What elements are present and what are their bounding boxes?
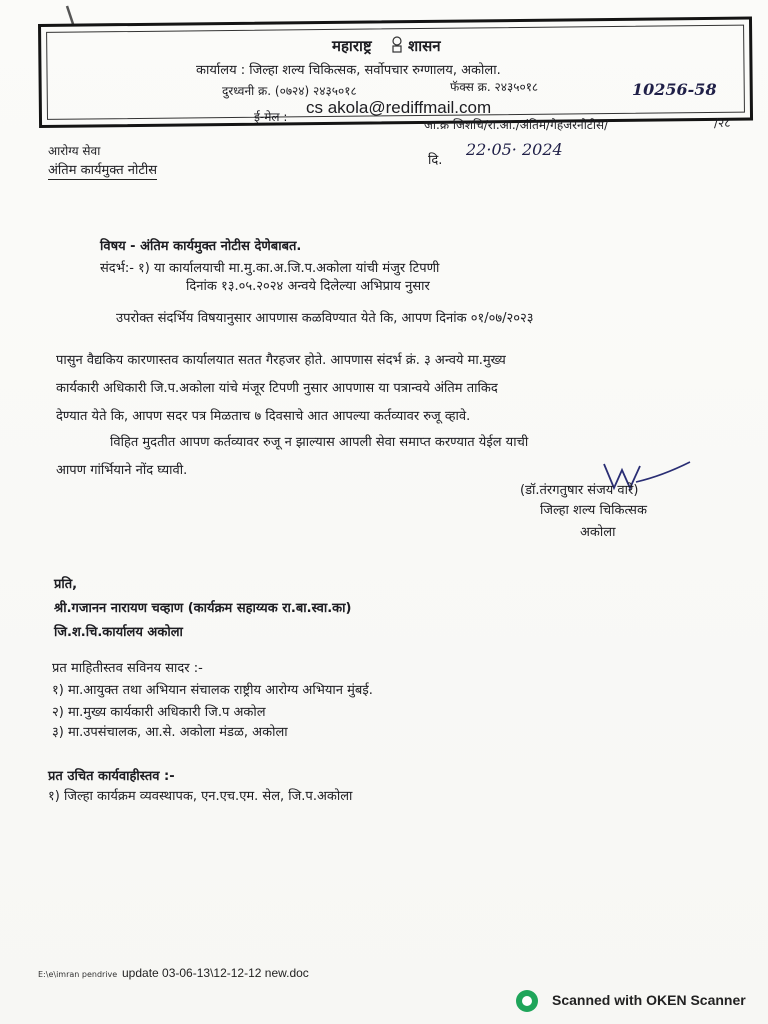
notice-heading: अंतिम कार्यमुक्त नोटीस — [48, 160, 157, 180]
scanner-logo-icon — [516, 990, 538, 1012]
copy-info-item-2: २) मा.मुख्य कार्यकारी अधिकारी जि.प अकोल — [52, 705, 266, 720]
body-line-3: कार्यकारी अधिकारी जि.प.अकोला यांचे मंजूर टिपणी नुसार आपणास या पत्रान्वये अंतिम ताकिद — [56, 381, 498, 396]
copy-info-item-3: ३) मा.उपसंचालक, आ.से. अकोला मंडळ, अकोला — [52, 725, 288, 740]
department: आरोग्य सेवा — [48, 144, 101, 158]
gov-title-left: महाराष्ट्र — [332, 37, 372, 55]
body-line-4: देण्यात येते कि, आपण सदर पत्र मिळताच ७ दिवसाचे आत आपल्या कर्तव्यावर रुजू व्हावे. — [56, 409, 471, 424]
subject-line: विषय - अंतिम कार्यमुक्त नोटीस देणेबाबत. — [100, 239, 302, 254]
copy-info-item-1: १) मा.आयुक्त तथा अभियान संचालक राष्ट्रीय आरोग्य अभियान मुंबई. — [52, 683, 373, 698]
emblem-icon — [390, 36, 404, 54]
copy-action-item-1: १) जिल्हा कार्यक्रम व्यवस्थापक, एन.एच.एम. सेल, जि.प.अकोला — [48, 789, 353, 804]
email-label: ई-मेल : — [254, 110, 288, 124]
scanner-watermark: Scanned with OKEN Scanner — [552, 992, 746, 1008]
email-value: cs akola@rediffmail.com — [306, 98, 492, 117]
phone-line: दुरध्वनी क्र. (०७२४) २४३५०१८ — [222, 84, 357, 98]
body-line-6: आपण गांर्भियाने नोंद घ्यावी. — [56, 463, 188, 478]
file-path: E:\e\imran pendrive — [38, 970, 118, 979]
recipient-office: जि.श.चि.कार्यालय अकोला — [54, 625, 183, 640]
signatory-name: (डॉ.तंरगतुषार संजय वारे) — [520, 483, 639, 498]
recipient-name: श्री.गजानन नारायण चव्हाण (कार्यक्रम सहाय्यक रा.बा.स्वा.का) — [54, 601, 352, 616]
fax-line: फॅक्स क्र. २४३५०१८ — [450, 80, 539, 94]
body-line-1: उपरोक्त संदर्भिय विषयानुसार आपणास कळविण्यात येते कि, आपण दिनांक ०१/०७/२०२३ — [116, 311, 534, 326]
reference-number: जा.क्र जिशचि/रा.आ./अंतिम/गैहजरनोटीस/ — [424, 118, 609, 132]
office-line: कार्यालय : जिल्हा शल्य चिकित्सक, सर्वोपचार रुग्णालय, अकोला. — [196, 63, 501, 78]
file-name: update 03-06-13\12-12-12 new.doc — [122, 966, 309, 980]
subject-ref-line2: दिनांक १३.०५.२०२४ अन्वये दिलेल्या अभिप्राय नुसार — [186, 279, 430, 294]
date-value: 22·05· 2024 — [466, 140, 563, 159]
date-label: दि. — [428, 153, 443, 168]
inward-number: 10256-58 — [632, 80, 717, 99]
body-line-2: पासुन वैद्यकिय कारणास्तव कार्यालयात सतत गैरहजर होते. आपणास संदर्भ क्रं. ३ अन्वये मा.मुख्य — [56, 353, 506, 368]
gov-title-right: शासन — [408, 37, 441, 55]
copy-info-heading: प्रत माहितीस्तव सविनय सादर :- — [52, 661, 203, 676]
signatory-designation: जिल्हा शल्य चिकित्सक — [540, 503, 647, 518]
prati-label: प्रति, — [54, 577, 78, 592]
reference-suffix: /२८ — [714, 116, 731, 130]
subject-ref-line1: संदर्भ:- १) या कार्यालयाची मा.मु.का.अ.जि.प.अकोला यांची मंजुर टिपणी — [100, 261, 440, 276]
signatory-place: अकोला — [580, 525, 616, 540]
body-line-5: विहित मुदतीत आपण कर्तव्यावर रुजू न झाल्यास आपली सेवा समाप्त करण्यात येईल याची — [110, 435, 529, 450]
copy-action-heading: प्रत उचित कार्यवाहीस्तव :- — [48, 769, 175, 784]
